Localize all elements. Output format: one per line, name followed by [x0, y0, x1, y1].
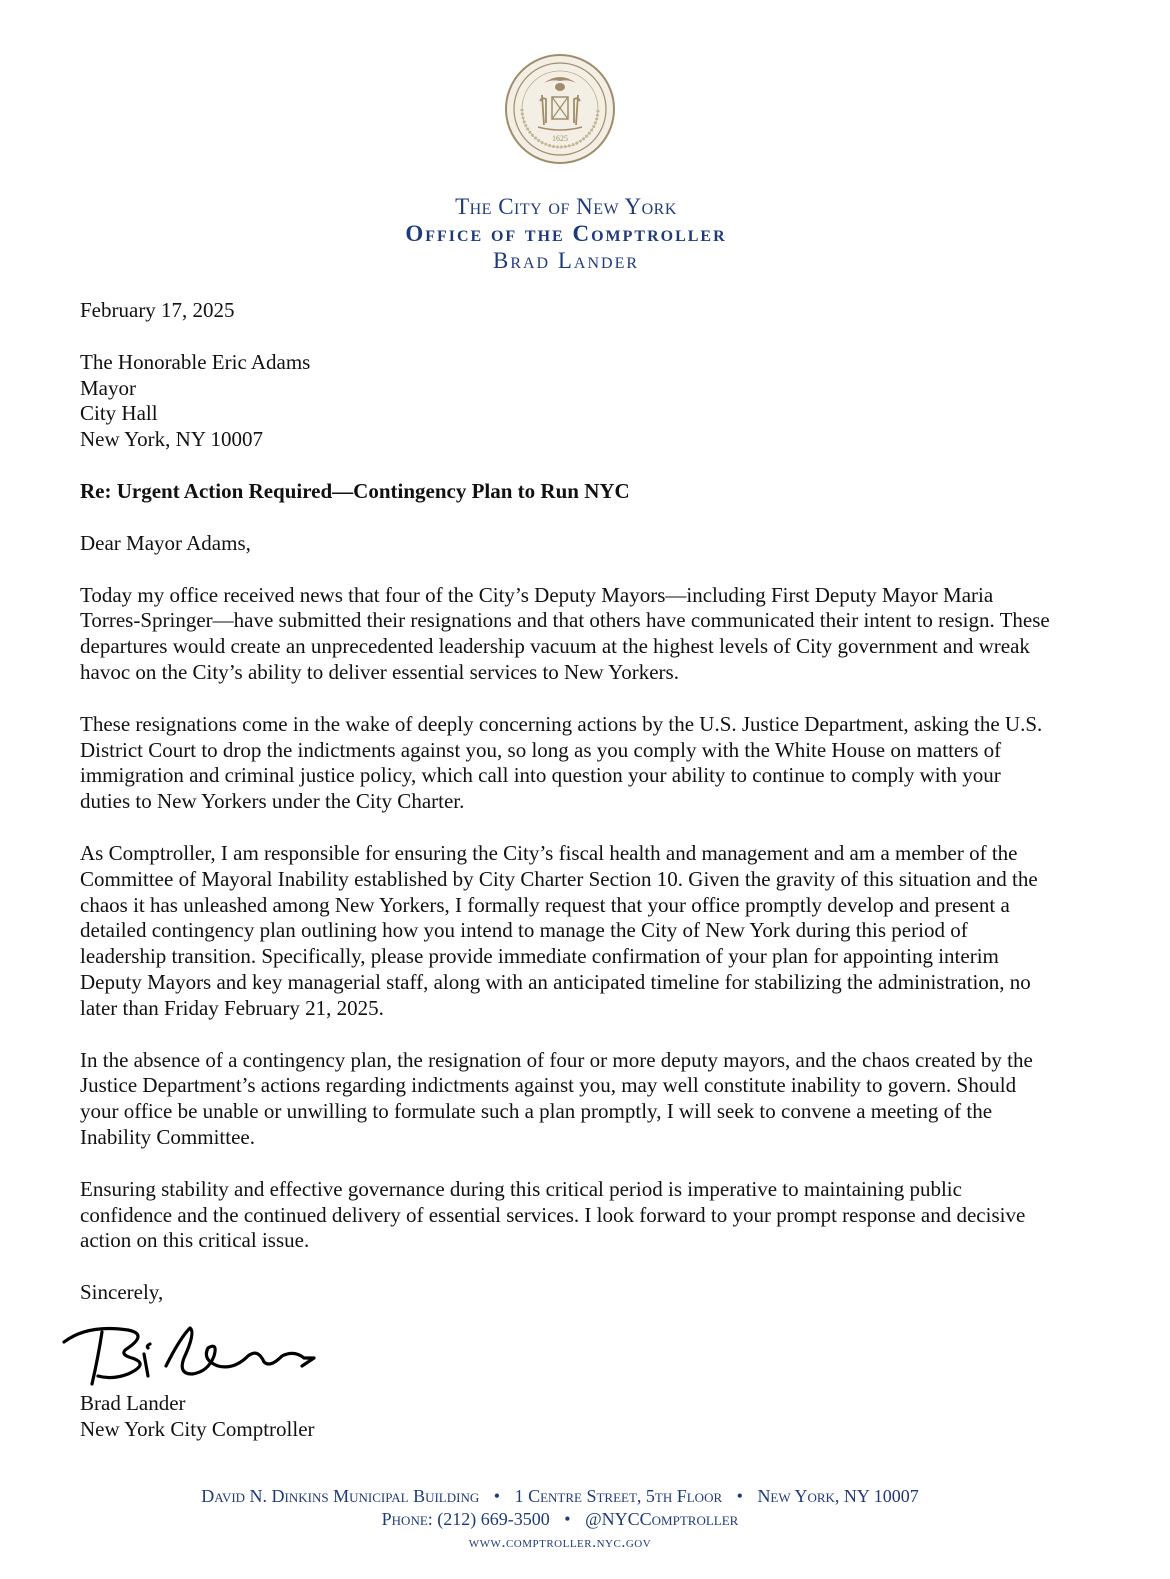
city-seal — [504, 53, 616, 165]
recipient-line: New York, NY 10007 — [80, 427, 263, 452]
footer-address-line — [0, 1485, 1120, 1508]
letter-closing: Sincerely, — [80, 1280, 164, 1305]
footer-bullet: • — [564, 1509, 571, 1529]
signoff-block — [80, 1390, 315, 1442]
footer-building: David N. Dinkins Municipal Building — [201, 1486, 480, 1506]
signer-name: Brad Lander — [80, 1391, 186, 1415]
seal-year: 1625 — [552, 134, 568, 143]
letterhead-city: The City of New York — [455, 194, 677, 219]
letter-date: February 17, 2025 — [80, 298, 235, 322]
letter-subject: Re: Urgent Action Required—Contingency Plan to Run NYC — [80, 478, 630, 503]
footer-handle[interactable]: @NYCComptroller — [585, 1509, 739, 1529]
letter-body — [80, 298, 1055, 1332]
signer-title: New York City Comptroller — [80, 1417, 315, 1441]
footer-bullet: • — [493, 1486, 501, 1506]
letterhead-name: Brad Lander — [492, 248, 640, 273]
recipient-line: Mayor — [80, 375, 136, 400]
footer-contact-line — [0, 1508, 1120, 1531]
footer-phone-label: Phone: — [381, 1509, 433, 1529]
letter-footer — [0, 1485, 1120, 1554]
footer-street: 1 Centre Street, 5th Floor — [514, 1486, 723, 1506]
footer-website[interactable]: www.comptroller.nyc.gov — [468, 1534, 652, 1551]
recipient-address — [80, 350, 1055, 453]
letter-paragraph: These resignations come in the wake of deeply concerning actions by the U.S. Justice Department, asking the U.S. District Court to drop the indictments against you, so long as you comply with the White House on matters of immigration and criminal justice policy, which call into question your ability to continue to comply with your duties to New Yorkers under the City Charter. — [80, 711, 1043, 814]
recipient-line: The Honorable Eric Adams — [80, 349, 311, 374]
letter-paragraph: Today my office received news that four of the City’s Deputy Mayors—including First Deputy Mayor Maria Torres-Springer—have submitted their resignations and that others have communicated their intent to resign. These departures would create an unprecedented leadership vacuum at the highest levels of City government and wreak havoc on the City’s ability to deliver essential services to New Yorkers. — [80, 582, 1050, 684]
letter-paragraph: As Comptroller, I am responsible for ensuring the City’s fiscal health and management and am a member of the Committee of Mayoral Inability established by City Charter Section 10. Given the gravity of this situation and the chaos it has unleashed among New Yorkers, I formally request that your office promptly develop and present a detailed contingency plan outlining how you intend to manage the City of New York during this period of leadership transition. Specifically, please provide immediate confirmation of your plan for appointing interim Deputy Mayors and key managerial staff, along with an anticipated timeline for stabilizing the administration, no later than Friday February 21, 2025. — [80, 840, 1038, 1020]
recipient-line: City Hall — [80, 401, 158, 426]
footer-city: New York, NY 10007 — [757, 1486, 919, 1506]
letter-paragraph: Ensuring stability and effective governance during this critical period is imperative to maintaining public confidence and the continued delivery of essential services. I look forward to your prompt response and decisive action on this critical issue. — [80, 1176, 1026, 1253]
letter-paragraph: In the absence of a contingency plan, the resignation of four or more deputy mayors, and the chaos created by the Justice Department’s actions regarding indictments against you, may well constitute inability to govern. Should your office be unable or unwilling to formulate such a plan promptly, I will seek to convene a meeting of the Inability Committee. — [80, 1047, 1033, 1149]
handwritten-signature — [58, 1318, 320, 1390]
letterhead — [0, 193, 1132, 274]
footer-phone: (212) 669-3500 — [437, 1509, 550, 1529]
letter-salutation: Dear Mayor Adams, — [80, 530, 251, 555]
letterhead-office: Office of the Comptroller — [405, 221, 727, 246]
footer-bullet: • — [736, 1486, 743, 1506]
